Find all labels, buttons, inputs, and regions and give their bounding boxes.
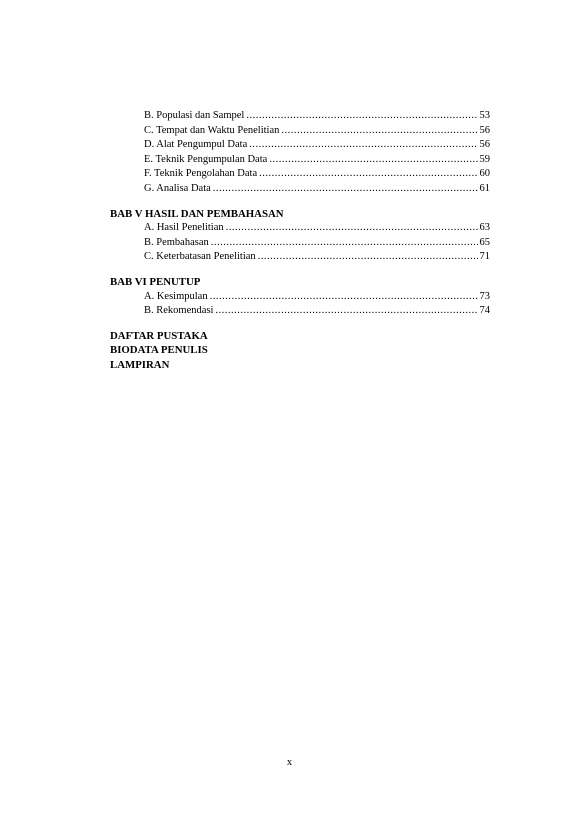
toc-entry-page: 59	[479, 153, 490, 165]
dot-leader	[210, 290, 478, 305]
back-matter-lampiran[interactable]: LAMPIRAN	[110, 358, 170, 371]
toc-entry-page: 56	[479, 124, 490, 136]
section-gap	[110, 265, 490, 275]
toc-entry[interactable]	[110, 290, 490, 305]
toc-entry[interactable]	[110, 124, 490, 139]
dot-leader	[215, 304, 477, 319]
toc-entry-page: 61	[479, 182, 490, 194]
toc-entry-label: C. Tempat dan Waktu Penelitian	[144, 124, 280, 136]
toc-entry-page: 63	[479, 222, 490, 234]
section-gap	[110, 319, 490, 329]
toc-entry-label: B. Rekomendasi	[144, 305, 214, 317]
dot-leader	[211, 236, 478, 251]
toc-entry-label: A. Kesimpulan	[144, 290, 208, 302]
toc-entry[interactable]	[110, 250, 490, 265]
toc-entry-page: 60	[479, 168, 490, 180]
toc-entry-label: A. Hasil Penelitian	[144, 222, 224, 234]
toc-entry-label: B. Populasi dan Sampel	[144, 110, 245, 121]
dot-leader	[258, 250, 478, 265]
toc-entry-label: C. Keterbatasan Penelitian	[144, 251, 256, 263]
toc-entry-label: B. Pembahasan	[144, 236, 209, 248]
toc-entry[interactable]	[110, 153, 490, 168]
back-matter-daftar-pustaka[interactable]: DAFTAR PUSTAKA	[110, 329, 208, 342]
toc-entry-page: 65	[479, 236, 490, 248]
page-number: x	[286, 757, 293, 768]
toc-entry-page: 73	[479, 290, 490, 302]
toc-entry[interactable]	[110, 109, 490, 124]
toc-entry-page: 71	[479, 251, 490, 263]
toc-entry[interactable]	[110, 182, 490, 197]
toc-entry-page: 74	[479, 305, 490, 317]
toc-entry-label: E. Teknik Pengumpulan Data	[144, 153, 268, 165]
toc-entry-label: D. Alat Pengumpul Data	[144, 139, 248, 151]
toc-entry[interactable]	[110, 138, 490, 153]
section-gap	[110, 197, 490, 207]
dot-leader	[259, 167, 477, 182]
dot-leader	[246, 109, 477, 124]
toc-entry-page: 56	[479, 139, 490, 151]
chapter-heading-bab-vi[interactable]: BAB VI PENUTUP	[110, 275, 201, 288]
toc-entry-page: 53	[479, 110, 490, 121]
toc-entry-label: F. Teknik Pengolahan Data	[144, 168, 258, 180]
toc-entry[interactable]	[110, 236, 490, 251]
toc-entry-label: G. Analisa Data	[144, 182, 211, 194]
dot-leader	[226, 221, 478, 236]
dot-leader	[281, 124, 477, 139]
toc-entry[interactable]	[110, 304, 490, 319]
dot-leader	[213, 182, 478, 197]
dot-leader	[249, 138, 477, 153]
chapter-heading-bab-v[interactable]: BAB V HASIL DAN PEMBAHASAN	[110, 207, 284, 220]
back-matter-biodata-penulis[interactable]: BIODATA PENULIS	[110, 344, 208, 357]
toc-entry[interactable]	[110, 167, 490, 182]
table-of-contents	[110, 109, 490, 373]
dot-leader	[269, 153, 477, 168]
toc-entry[interactable]	[110, 221, 490, 236]
